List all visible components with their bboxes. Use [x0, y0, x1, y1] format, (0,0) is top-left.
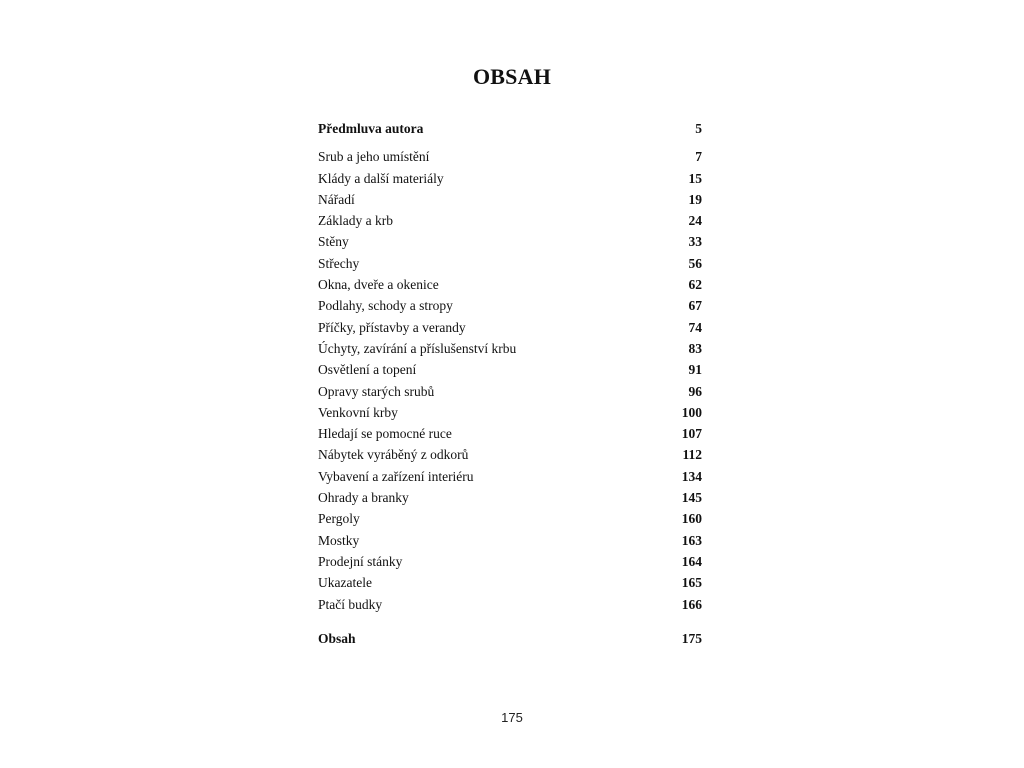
toc-entry-page: 7 [695, 149, 702, 165]
toc-entry [318, 551, 702, 572]
toc-entry-label: Ohrady a branky [318, 490, 409, 506]
toc-entry [318, 530, 702, 551]
table-of-contents [318, 118, 702, 649]
toc-entry-label: Venkovní krby [318, 404, 398, 420]
toc-entry-label: Ptačí budky [318, 596, 383, 612]
toc-entry-page: 166 [681, 596, 702, 612]
chapter-list [318, 146, 702, 615]
toc-entry-page: 33 [688, 234, 702, 250]
toc-entry [318, 594, 702, 615]
toc-entry-label: Srub a jeho umístění [318, 149, 430, 165]
toc-entry-label: Mostky [318, 532, 360, 548]
toc-entry-label: Okna, dveře a okenice [318, 277, 439, 293]
toc-entry-contents [318, 628, 702, 649]
toc-entry [318, 168, 702, 189]
toc-entry-label: Předmluva autora [318, 121, 424, 136]
toc-entry [318, 487, 702, 508]
toc-entry-label: Střechy [318, 255, 360, 271]
toc-entry-label: Podlahy, schody a stropy [318, 298, 453, 314]
toc-entry-page: 163 [681, 532, 702, 548]
toc-entry-label: Pergoly [318, 511, 360, 527]
toc-entry-page: 67 [688, 298, 702, 314]
toc-entry [318, 444, 702, 465]
toc-entry [318, 572, 702, 593]
toc-entry-page: 62 [688, 277, 702, 293]
toc-entry-label: Nářadí [318, 191, 355, 207]
toc-entry-page: 96 [688, 383, 702, 399]
toc-entry-label: Stěny [318, 234, 349, 250]
toc-entry [318, 317, 702, 338]
toc-entry-page: 100 [681, 404, 702, 420]
toc-entry [318, 231, 702, 252]
toc-entry [318, 295, 702, 316]
toc-entry [318, 381, 702, 402]
toc-entry [318, 423, 702, 444]
toc-entry-label: Ukazatele [318, 575, 372, 591]
toc-entry [318, 359, 702, 380]
toc-entry [318, 338, 702, 359]
toc-entry-page: 91 [688, 362, 702, 378]
toc-entry-page: 74 [688, 319, 702, 335]
toc-entry [318, 253, 702, 274]
toc-entry-label: Opravy starých srubů [318, 383, 435, 399]
toc-entry-page: 107 [681, 426, 702, 442]
toc-entry-preface [318, 118, 702, 139]
toc-entry-label: Úchyty, zavírání a příslušenství krbu [318, 340, 517, 356]
toc-entry-page: 164 [681, 553, 702, 569]
toc-entry-label: Příčky, přístavby a verandy [318, 319, 466, 335]
toc-entry-page: 145 [681, 490, 702, 506]
toc-entry-label: Prodejní stánky [318, 553, 403, 569]
toc-entry-page: 165 [681, 575, 702, 591]
page-number: 175 [501, 710, 523, 725]
toc-entry [318, 274, 702, 295]
toc-entry [318, 402, 702, 423]
toc-entry [318, 210, 702, 231]
toc-entry-page: 15 [688, 170, 702, 186]
toc-entry-label: Základy a krb [318, 213, 393, 229]
toc-entry-page: 24 [688, 213, 702, 229]
toc-entry [318, 189, 702, 210]
toc-entry-label: Nábytek vyráběný z odkorů [318, 447, 469, 463]
toc-entry-page: 19 [688, 191, 702, 207]
toc-entry-label: Obsah [318, 630, 356, 646]
toc-entry-page: 175 [681, 630, 702, 646]
toc-entry-page: 112 [682, 447, 702, 463]
toc-entry-page: 56 [688, 255, 702, 271]
toc-entry-label: Hledají se pomocné ruce [318, 426, 452, 442]
page-title: OBSAH [472, 64, 552, 89]
toc-entry [318, 146, 702, 167]
toc-entry [318, 508, 702, 529]
toc-entry-page: 83 [688, 340, 702, 356]
toc-entry-label: Osvětlení a topení [318, 362, 417, 378]
toc-entry-label: Vybavení a zařízení interiéru [318, 468, 474, 484]
toc-entry-page: 5 [695, 121, 702, 136]
toc-entry-page: 160 [681, 511, 702, 527]
toc-entry [318, 466, 702, 487]
toc-entry-page: 134 [681, 468, 702, 484]
toc-entry-label: Klády a další materiály [318, 170, 444, 186]
